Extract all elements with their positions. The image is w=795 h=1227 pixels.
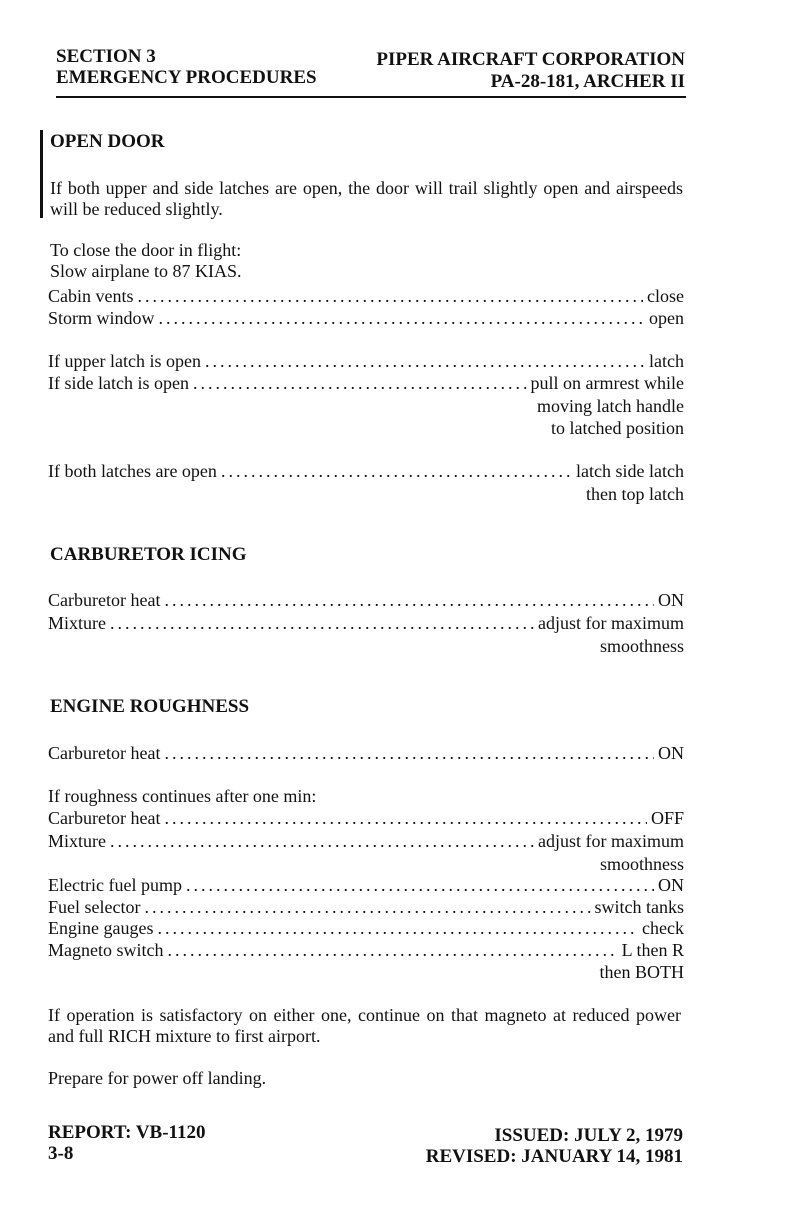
checklist-action: adjust for maximum: [538, 613, 684, 633]
checklist-action: latch: [649, 351, 684, 371]
checklist-action: latch side latch: [576, 461, 684, 481]
checklist-row: [48, 286, 684, 307]
open-door-heading: OPEN DOOR: [50, 131, 165, 152]
chapter-title: EMERGENCY PROCEDURES: [56, 67, 317, 88]
checklist-action: pull on armrest while: [530, 373, 684, 393]
checklist-action: OFF: [650, 808, 684, 828]
checklist-action: adjust for maximum: [538, 831, 684, 851]
checklist-action: ON: [658, 875, 684, 895]
checklist-row: [48, 831, 684, 852]
prepare-landing-note: Prepare for power off landing.: [48, 1068, 267, 1088]
checklist-item: Storm window: [48, 308, 155, 328]
checklist-item: Carburetor heat: [48, 743, 161, 763]
close-door-instruction: To close the door in flight:: [50, 240, 242, 260]
checklist-row: [48, 940, 684, 961]
checklist-row: [48, 918, 684, 939]
checklist-row: [48, 875, 684, 896]
checklist-action-continued: smoothness: [599, 854, 684, 874]
roughness-continues-note: If roughness continues after one min:: [48, 786, 317, 806]
checklist-item: Fuel selector: [48, 897, 141, 917]
checklist-row: [48, 461, 684, 482]
checklist-item: Cabin vents: [48, 286, 134, 306]
checklist-item: If both latches are open: [48, 461, 217, 481]
aircraft-model: PA-28-181, ARCHER II: [490, 71, 685, 92]
checklist-action-continued: then top latch: [586, 484, 684, 504]
checklist-action: ON: [658, 590, 684, 610]
checklist-item: Electric fuel pump: [48, 875, 182, 895]
checklist-item: Carburetor heat: [48, 590, 161, 610]
checklist-action-continued: smoothness: [599, 636, 684, 656]
checklist-item: Magneto switch: [48, 940, 164, 960]
checklist-action-continued: then BOTH: [599, 962, 684, 982]
checklist-row: [48, 897, 684, 918]
magneto-satisfactory-note: If operation is satisfactory on either one, continue on that magneto at reduced power and full RICH mixture to first airport.: [48, 1005, 681, 1046]
checklist-action: L then R: [621, 940, 684, 960]
checklist-row: [48, 743, 684, 764]
checklist-item: Mixture: [48, 613, 106, 633]
checklist-row: [48, 308, 684, 329]
revision-change-bar: [40, 130, 43, 218]
checklist-action-continued: to latched position: [551, 418, 684, 438]
slow-airplane-instruction: Slow airplane to 87 KIAS.: [50, 261, 242, 281]
checklist-row: [48, 808, 684, 829]
checklist-item: Mixture: [48, 831, 106, 851]
checklist-action: open: [649, 308, 684, 328]
issued-date: ISSUED: JULY 2, 1979: [494, 1125, 683, 1146]
section-number: SECTION 3: [56, 46, 156, 67]
page-number: 3-8: [48, 1143, 74, 1164]
report-number: REPORT: VB-1120: [48, 1122, 206, 1143]
checklist-row: [48, 590, 684, 611]
checklist-item: Carburetor heat: [48, 808, 161, 828]
engine-roughness-heading: ENGINE ROUGHNESS: [50, 696, 250, 717]
checklist-row: [48, 613, 684, 634]
checklist-item: If side latch is open: [48, 373, 189, 393]
checklist-item: Engine gauges: [48, 918, 154, 938]
carburetor-icing-heading: CARBURETOR ICING: [50, 544, 247, 565]
checklist-action: check: [642, 918, 684, 938]
checklist-item: If upper latch is open: [48, 351, 201, 371]
revised-date: REVISED: JANUARY 14, 1981: [425, 1146, 683, 1167]
header-rule: [56, 96, 686, 98]
checklist-row: [48, 351, 684, 372]
open-door-intro: If both upper and side latches are open, the door will trail slightly open and airspeeds will be reduced slightly.: [50, 178, 683, 219]
checklist-action: close: [647, 286, 684, 306]
checklist-action-continued: moving latch handle: [537, 396, 684, 416]
checklist-action: switch tanks: [594, 897, 684, 917]
checklist-row: [48, 373, 684, 394]
checklist-action: ON: [658, 743, 684, 763]
company-name: PIPER AIRCRAFT CORPORATION: [376, 49, 685, 70]
